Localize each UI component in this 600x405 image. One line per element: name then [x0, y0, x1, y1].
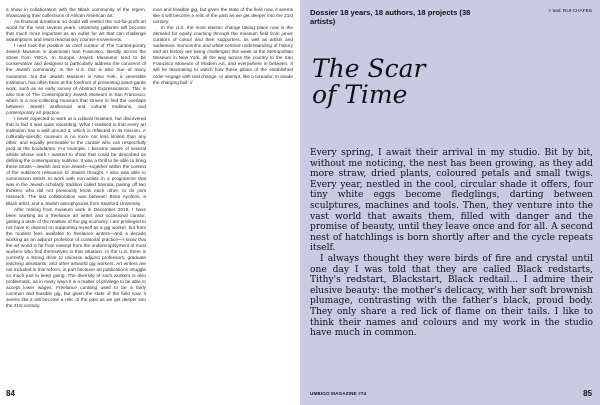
paragraph: In the U.S. the most electric change taking place now is the demand for equity coursing through the museum field from junior curators of colour and their supporters, as well as artists and audiences. Eurocentric and white-centred understanding of history and art history are being challenged this week at the Metropolitan Museum in New York, all the way across the country to the San Francisco Museum of Modern Art, and everywhere in between. It will be fascinating to watch how these pillars of the established order engage with real change, or attempt, like a toreador, to evade the charging bull. //	[153, 25, 293, 85]
title-line-2: of Time	[312, 80, 408, 109]
paragraph: I always thought they were birds of fire and crystal until one day I was told that they are called Black redstarts, Tithy's redstart, Blackstart, Black redtail... I admire their elusive beauty: the mother's delicacy, with her soft brownish plumage, contrasting with the father's black, proud body. They only share a red lick of flame on their tails. I like to think their names and colours and my work in the studio have much in common.	[310, 253, 593, 339]
paragraph: After retiring from museum work in December 2018, I have been working as a freelance art writer and occasional curator, getting a taste of the realities of the gig economy. I am privileged to not have to depend on supporting myself as a gig worker, but from the modest fees available to freelance writers—and a decade working as an adjunct professor of curatorial practice—I know that the art world is far from exempt from the underemployment of most workers who find themselves in that situation. In the U.S. there is currently a strong drive to unionise adjunct professors, graduate teaching assistants, and other artworld gig workers. Art writers are not included in this reform, in part because art publications struggle so much just to keep going. The diversity of such workers is also problematic, as in many ways it is a matter of privilege to be able to accept lower wages. Freelance curating used to be a fairly common and feasible gig, but given the state of the field now, it seems like it will become a relic of the past as we get deeper into the 21st century.	[6, 206, 146, 309]
magazine-footer: UMBIGO MAGAZINE #74	[310, 391, 367, 396]
paragraph: I never expected to work at a cultural museum, but discovered that in fact it was quite rewarding. What I realised is that every art institution has a wall around it, which is reflected in its mission. A culturally-specific museum is no more nor less limited than any other, and equally permeable to the curator who can respectfully prod at the boundaries. For example, I became aware of several artists whose work I wanted to show that could be described as defining the contemporary sublime. It was a thrill to be able to bring these artists—Jewish and non-Jewish—together within the context of the sublime's relevance to Jewish thought. I also was able to commission artists to work with non-artists in a programme that was in the Jewish scholarly tradition called havruta, pairing off two thinkers who did not previously know each other, to do joint research. The last collaboration was between Binta Ayofemi, a Black artist, and a Jewish astrophysicist from Stanford University.	[6, 115, 146, 206]
dossier-heading: Dossier 18 years, 18 authors, 18 projects (38 artists)	[310, 8, 471, 26]
paragraph: Every spring, I await their arrival in my studio. Bit by bit, without me noticing, the nest has been growing, as they add more straw, dried plants, coloured petals and small twigs. Every year, nestled in the cool, circular shade it offers, four tiny white eggs become fledglings, darting between sculptures, machines and tools. Then, they venture into the vast world that awaits them, filled with danger and the promise of beauty, until they leave once and for all. A second nest of hatchlings is born shortly after and the cycle repeats itself.	[310, 148, 593, 254]
paragraph: mon and feasible gig, but given the state of the field now, it seems like it will become a relic of the past as we get deeper into the 21st century.	[153, 7, 293, 25]
paragraph: I next took the position as chief curator of The Contemporary Jewish Museum in downtown San Francisco, literally across the street from YBCA. In Europe, Jewish Museums tend to be conservative and designed to particularly address the concerns of the Jewish community. In the U.S. this is also true of many museums, but the Jewish Museum in New York, a venerable institution, has often been at the forefront of presenting avant-garde work, such as an early survey of Abstract Expressionism. This is also true of The Contemporary Jewish Museum in San Francisco, which is a non-collecting museum that strives to find the overlaps between Jewish intellectual and cultural traditions, and contemporary art practice.	[6, 43, 146, 115]
page-number-right: 85	[583, 389, 592, 398]
title-line-1: The Scar	[312, 54, 426, 83]
paragraph: a show in collaboration with the Black community of the region, showcasing their collections of African American art.	[6, 7, 146, 19]
page-number-left: 84	[6, 389, 15, 398]
left-column-1	[6, 7, 146, 387]
article-title	[312, 56, 512, 108]
left-column-2	[153, 7, 293, 167]
paragraph: As financial donations no doubt will restrict the not-for-profit art world for the next several years, University galleries will become that much more important as an outlet for art that can challenge assumptions and resist reactionary counter-movements.	[6, 19, 146, 43]
author-credit: > text: RUI CHAFES	[548, 9, 592, 14]
right-page	[300, 0, 600, 405]
article-body	[310, 148, 593, 376]
